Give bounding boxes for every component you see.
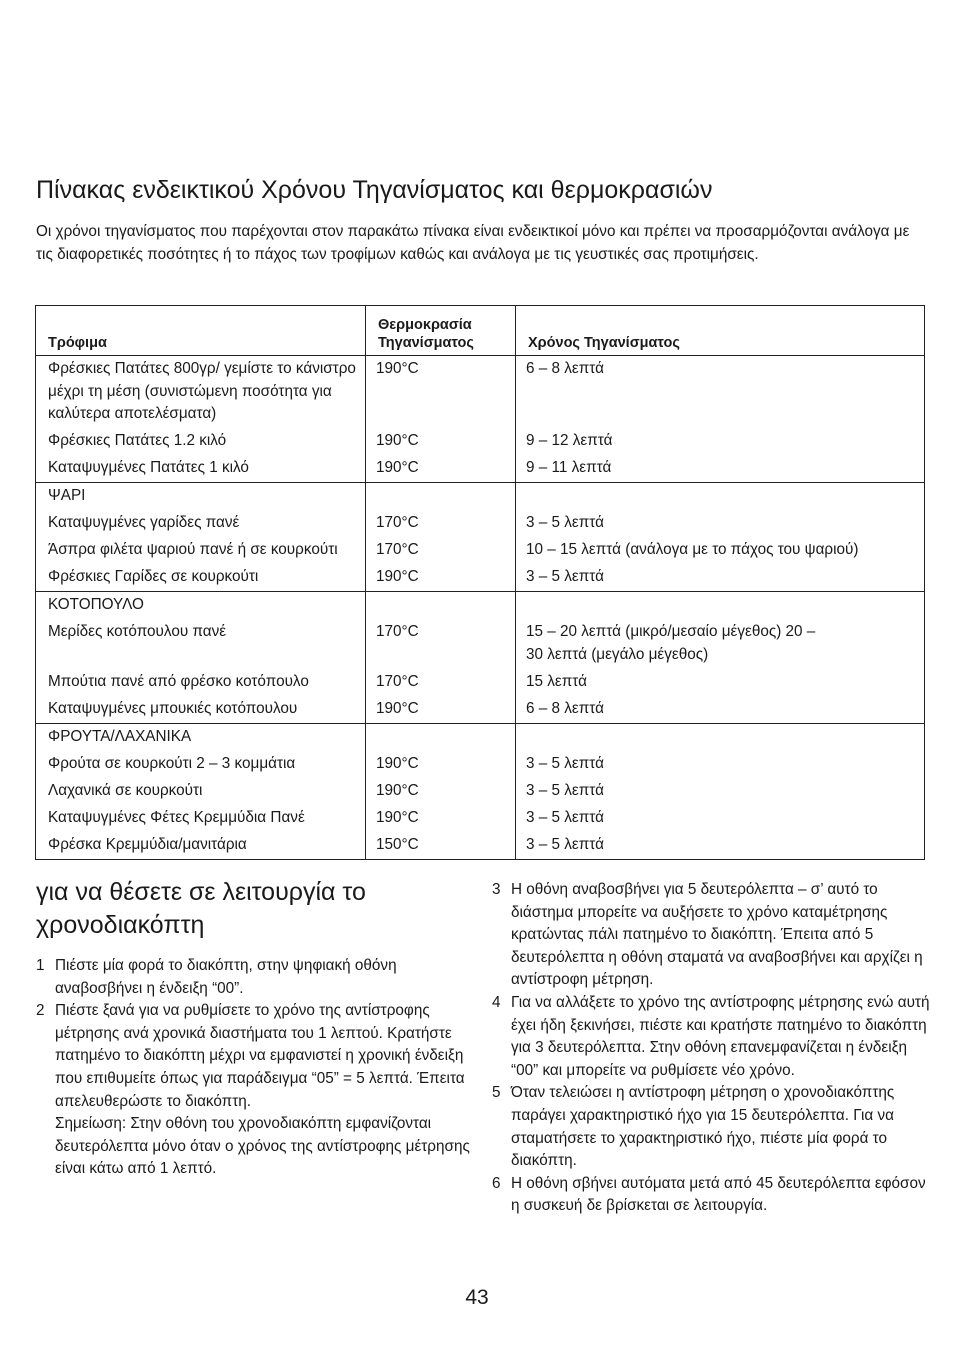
cell-food: Φρέσκα Κρεμμύδια/μανιτάρια [36,832,366,860]
cell-food: Καταψυγμένες Πατάτες 1 κιλό [36,455,366,483]
table-row [36,619,925,669]
cell-food: Μερίδες κοτόπουλου πανέ [36,619,366,669]
step-item [492,992,932,1082]
page-number: 43 [465,1286,489,1309]
header-food: Τρόφιμα [36,306,366,356]
step-item [36,1000,476,1181]
cell-time: 3 – 5 λεπτά [516,564,925,592]
group-label: ΦΡΟΥΤΑ/ΛΑΧΑΝΙΚΑ [36,723,366,751]
step-text: Η οθόνη αναβοσβήνει για 5 δευτερόλεπτα – σ’ αυτό το διάστημα μπορείτε να αυξήσετε το χρόνο καταμέτρησης κρατώντας πάλι πατημένο το διακόπτη. Έπειτα από 5 δευτερόλεπτα η οθόνη σταματά να αναβοσβήνει και αρχίζει η αντίστροφη μέτρηση. [511,881,923,989]
table-row [36,455,925,483]
cell-temperature [366,483,516,511]
cell-temperature: 170°C [366,619,516,669]
timer-steps-right [492,879,932,1218]
cell-time: 3 – 5 λεπτά [516,778,925,805]
cell-temperature: 170°C [366,537,516,564]
header-temperature: Θερμοκρασία Τηγανίσματος [366,306,516,356]
cell-food: Λαχανικά σε κουρκούτι [36,778,366,805]
cell-food: Φρέσκιες Γαρίδες σε κουρκούτι [36,564,366,592]
step-number: 2 [36,1002,45,1020]
table-row [36,510,925,537]
cell-food: Φρέσκιες Πατάτες 800γρ/ γεμίστε το κάνιστρο μέχρι τη μέση (συνιστώμενη ποσότητα για καλύτερα αποτελέσματα) [36,356,366,429]
cell-food: Άσπρα φιλέτα ψαριού πανέ ή σε κουρκούτι [36,537,366,564]
cell-time: 9 – 11 λεπτά [516,455,925,483]
cell-temperature: 190°C [366,564,516,592]
timer-steps-left [36,955,476,1181]
cell-time: 15 λεπτά [516,669,925,696]
cell-time: 9 – 12 λεπτά [516,428,925,455]
table-heading: Πίνακας ενδεικτικού Χρόνου Τηγανίσματος και θερμοκρασιών [36,176,713,204]
table-group-row [36,723,925,751]
cell-time: 3 – 5 λεπτά [516,805,925,832]
cell-time: 3 – 5 λεπτά [516,751,925,778]
cell-time: 3 – 5 λεπτά [516,510,925,537]
cell-temperature: 190°C [366,778,516,805]
cell-food: Μπούτια πανέ από φρέσκο κοτόπουλο [36,669,366,696]
cell-time [516,723,925,751]
cell-temperature: 170°C [366,669,516,696]
step-note: Σημείωση: Στην οθόνη του χρονοδιακόπτη εμφανίζονται δευτερόλεπτα μόνο όταν ο χρόνος της αντίστροφης μέτρησης είναι κάτω από 1 λεπτό. [55,1115,470,1178]
timer-section-heading: για να θέσετε σε λειτουργία το χρονοδιακόπτη [36,878,366,939]
cell-temperature: 190°C [366,805,516,832]
table-row [36,669,925,696]
step-number: 6 [492,1174,501,1192]
frying-times-table [35,305,925,860]
cell-time: 10 – 15 λεπτά (ανάλογα με το πάχος του ψαριού) [516,537,925,564]
cell-time [516,483,925,511]
step-text: Πιέστε μία φορά το διακόπτη, στην ψηφιακή οθόνη αναβοσβήνει η ένδειξη “00”. [55,957,397,997]
cell-food: Καταψυγμένες μπουκιές κοτόπουλου [36,696,366,724]
step-number: 4 [492,993,501,1011]
group-label: ΚΟΤΟΠΟΥΛΟ [36,592,366,620]
table-row [36,751,925,778]
table-row [36,356,925,429]
cell-temperature: 190°C [366,696,516,724]
cell-food: Καταψυγμένες Φέτες Κρεμμύδια Πανέ [36,805,366,832]
cell-temperature: 190°C [366,751,516,778]
step-text: Όταν τελειώσει η αντίστροφη μέτρηση ο χρονοδιακόπτης παράγει χαρακτηριστικό ήχο για 15 δευτερόλεπτα. Για να σταματήσετε το χαρακτηριστικό ήχο, πιέστε μία φορά το διακόπτη. [511,1084,895,1170]
table-row [36,564,925,592]
table-row [36,428,925,455]
cell-food: Φρούτα σε κουρκούτι 2 – 3 κομμάτια [36,751,366,778]
header-time: Χρόνος Τηγανίσματος [516,306,925,356]
cell-time [516,592,925,620]
cell-temperature: 190°C [366,428,516,455]
cell-time: 6 – 8 λεπτά [516,696,925,724]
table-row [36,696,925,724]
step-item [492,879,932,992]
cell-temperature: 190°C [366,356,516,429]
cell-time: 15 – 20 λεπτά (μικρό/μεσαίο μέγεθος) 20 – 30 λεπτά (μεγάλο μέγεθος) [516,619,925,669]
cell-temperature: 170°C [366,510,516,537]
table-row [36,832,925,860]
cell-temperature: 150°C [366,832,516,860]
step-item [36,955,476,1000]
table-row [36,805,925,832]
table-group-row [36,483,925,511]
step-text: Πιέστε ξανά για να ρυθμίσετε το χρόνο της αντίστροφης μέτρησης ανά χρονικά διαστήματα του 1 λεπτού. Κρατήστε πατημένο το διακόπτη μέχρι να εμφανιστεί η χρονική ένδειξη που επιθυμείτε όπως για παράδειγμα “05” = 5 λεπτά. Έπειτα απελευθερώστε το διακόπτη. [55,1002,465,1110]
cell-food: Φρέσκιες Πατάτες 1.2 κιλό [36,428,366,455]
cell-temperature: 190°C [366,455,516,483]
step-number: 1 [36,957,45,974]
table-header-row [36,306,925,356]
cell-time: 3 – 5 λεπτά [516,832,925,860]
table-group-row [36,592,925,620]
step-number: 5 [492,1084,501,1102]
cell-time: 6 – 8 λεπτά [516,356,925,429]
step-item [492,1082,932,1172]
step-number: 3 [492,881,501,898]
cell-temperature [366,592,516,620]
table-row [36,778,925,805]
cell-temperature [366,723,516,751]
cell-food: Καταψυγμένες γαρίδες πανέ [36,510,366,537]
step-item [492,1173,932,1218]
intro-paragraph: Οι χρόνοι τηγανίσματος που παρέχονται στον παρακάτω πίνακα είναι ενδεικτικοί μόνο και πρέπει να προσαρμόζονται ανάλογα με τις διαφορετικές ποσότητες ή το πάχος των τροφίμων καθώς και ανάλογα με τις γευστικές σας προτιμήσεις. [36,223,910,263]
table-row [36,537,925,564]
step-text: Η οθόνη σβήνει αυτόματα μετά από 45 δευτερόλεπτα εφόσον η συσκευή δε βρίσκεται σε λειτουργία. [511,1174,926,1215]
group-label: ΨΑΡΙ [36,483,366,511]
step-text: Για να αλλάξετε το χρόνο της αντίστροφης μέτρησης ενώ αυτή έχει ήδη ξεκινήσει, πιέστε και κρατήστε πατημένο το διακόπτη για 3 δευτερόλεπτα. Στην οθόνη επανεμφανίζεται η ένδειξη “00” και μπορείτε να ρυθμίσετε νέο χρόνο. [511,993,930,1079]
